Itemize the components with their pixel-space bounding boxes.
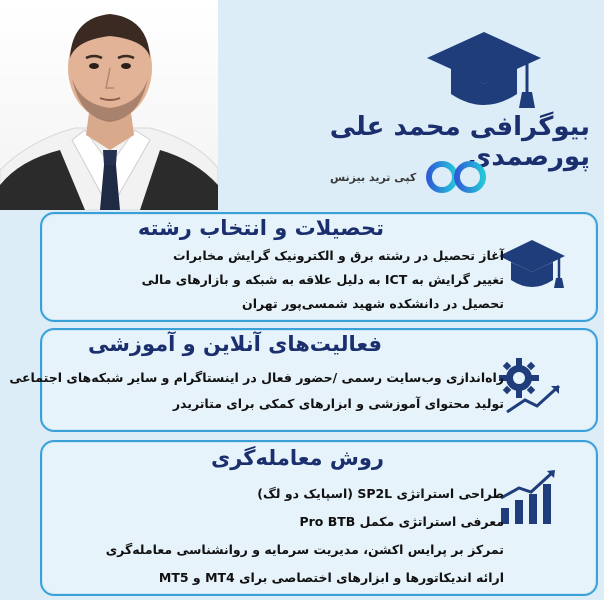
section-title: روش معامله‌گری bbox=[210, 446, 384, 470]
graduation-cap-icon bbox=[425, 30, 543, 112]
list-item: معرفی استراتژی مکمل Pro BTB bbox=[299, 514, 504, 529]
section-trading-method bbox=[40, 440, 598, 596]
list-item: راه‌اندازی وب‌سایت رسمی /حضور فعال در اینستاگرام و سایر شبکه‌های اجتماعی bbox=[9, 370, 504, 385]
profile-photo bbox=[0, 0, 218, 210]
section-online-activities bbox=[9, 328, 598, 432]
list-item: آغاز تحصیل در رشته برق و الکترونیک گرایش مخابرات bbox=[173, 248, 504, 263]
graduation-cap-icon bbox=[497, 236, 567, 296]
gear-growth-icon bbox=[497, 356, 565, 416]
section-title: فعالیت‌های آنلاین و آموزشی bbox=[87, 332, 382, 356]
list-item: تولید محتوای آموزشی و ابزارهای کمکی برای متاتریدر bbox=[172, 396, 504, 411]
brand-name: کپی ترید بیزنس bbox=[330, 170, 417, 184]
portrait-illustration bbox=[0, 0, 218, 210]
infinity-logo-icon bbox=[422, 159, 492, 195]
page-title: بیوگرافی محمد علی پورصمدی bbox=[329, 112, 590, 172]
list-item: ارائه اندیکاتورها و ابزارهای اختصاصی برای MT4 و MT5 bbox=[158, 570, 504, 585]
list-item: طراحی استراتژی SP2L (اسپایک دو لگ) bbox=[257, 486, 504, 501]
section-title: تحصیلات و انتخاب رشته bbox=[137, 216, 384, 240]
brand-logo bbox=[330, 157, 530, 197]
list-item: تمرکز بر پرایس اکشن، مدیریت سرمایه و روانشناسی معامله‌گری bbox=[105, 542, 504, 557]
list-item: تحصیل در دانشکده شهید شمسی‌پور تهران bbox=[242, 296, 504, 311]
section-education bbox=[40, 212, 598, 322]
list-item: تغییر گرایش به ICT به دلیل علاقه به شبکه و بازارهای مالی bbox=[141, 272, 504, 287]
bar-chart-growth-icon bbox=[497, 468, 565, 528]
